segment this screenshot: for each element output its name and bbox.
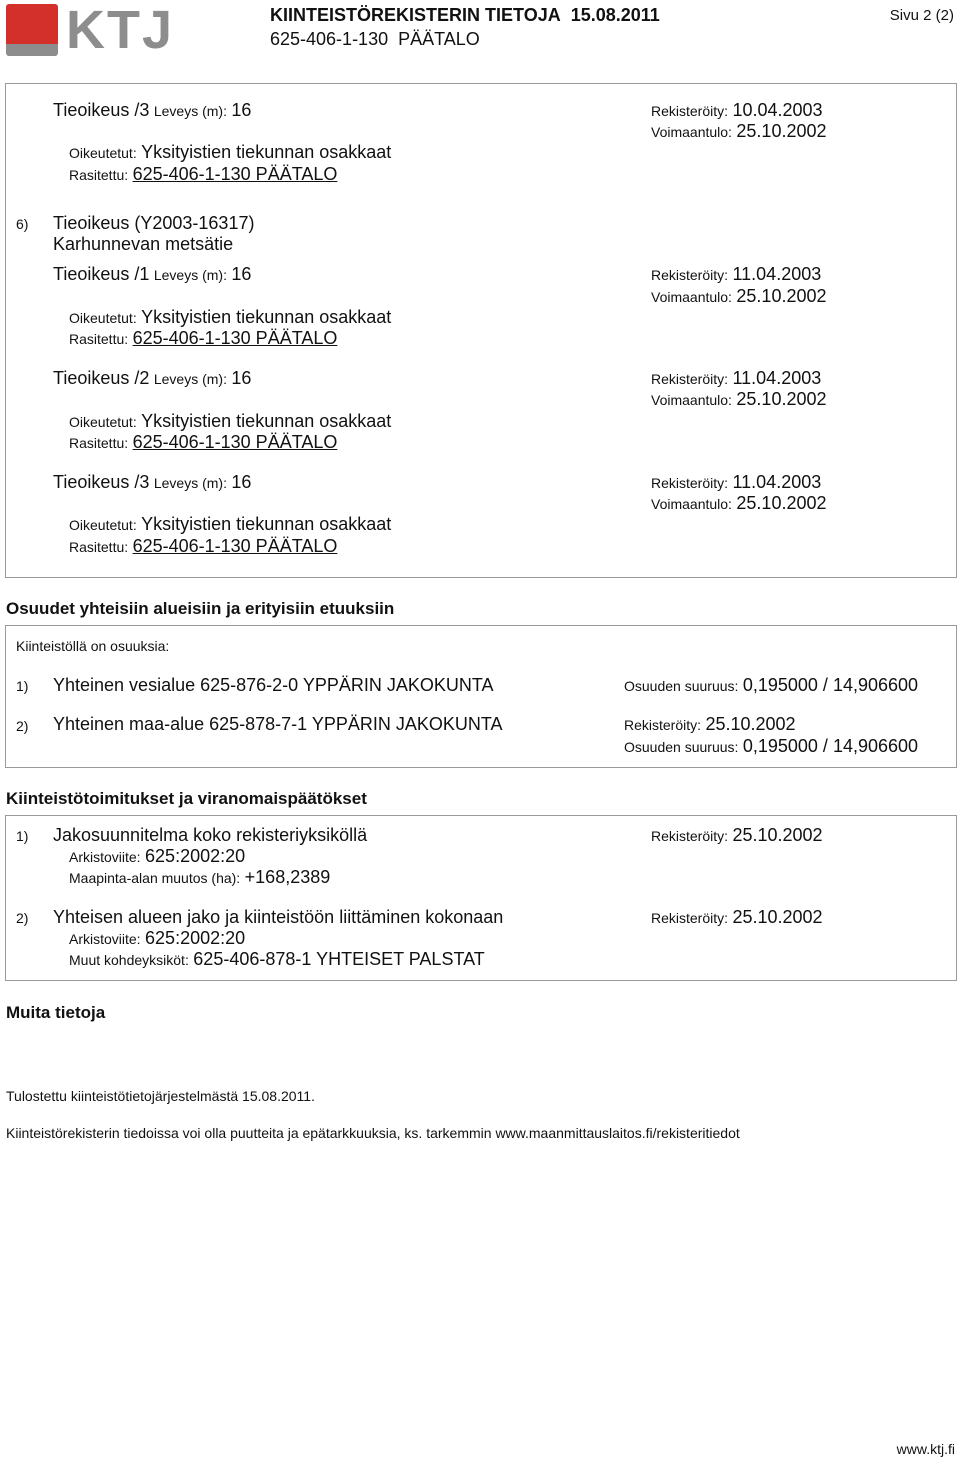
burdened-row bbox=[69, 328, 337, 349]
width-label: Leveys (m): bbox=[153, 103, 227, 119]
other-targets-label: Muut kohdeyksiköt: bbox=[69, 952, 189, 968]
registered-row bbox=[651, 100, 823, 121]
effective-label: Voimaantulo: bbox=[651, 392, 732, 408]
easement-title: Tieoikeus /2 bbox=[53, 368, 150, 388]
burdened-label: Rasitettu: bbox=[69, 435, 129, 451]
disclaimer-note: Kiinteistörekisterin tiedoissa voi olla puutteita ja epätarkkuuksia, ks. tarkemmin www.maanmittauslaitos.fi/rekisteritiedot bbox=[6, 1125, 740, 1141]
share-item-text: Yhteinen maa-alue 625-878-7-1 YPPÄRIN JAKOKUNTA bbox=[53, 714, 503, 734]
land-change-row bbox=[69, 867, 330, 888]
doc-title: KIINTEISTÖREKISTERIN TIETOJA bbox=[270, 5, 561, 25]
beneficiary-value: Yksityistien tiekunnan osakkaat bbox=[141, 514, 392, 534]
registered-label: Rekisteröity: bbox=[624, 717, 702, 733]
burdened-link[interactable]: 625-406-1-130 PÄÄTALO bbox=[132, 164, 338, 184]
beneficiary-value: Yksityistien tiekunnan osakkaat bbox=[141, 307, 392, 327]
easement-row-heading bbox=[53, 264, 251, 285]
share-size-value: 0,195000 / 14,906600 bbox=[742, 736, 919, 756]
width-label: Leveys (m): bbox=[153, 371, 227, 387]
share-size-row bbox=[624, 736, 918, 757]
width-value: 16 bbox=[231, 100, 252, 120]
beneficiary-value: Yksityistien tiekunnan osakkaat bbox=[141, 411, 392, 431]
item-number: 1) bbox=[16, 678, 29, 694]
beneficiary-label: Oikeutetut: bbox=[69, 310, 137, 326]
registered-value: 25.10.2002 bbox=[732, 825, 823, 845]
effective-row bbox=[651, 493, 827, 514]
beneficiary-row bbox=[69, 411, 391, 432]
width-value: 16 bbox=[231, 472, 252, 492]
effective-label: Voimaantulo: bbox=[651, 496, 732, 512]
easement-row-heading bbox=[53, 100, 251, 121]
item-number: 2) bbox=[16, 910, 29, 926]
archive-row bbox=[69, 928, 245, 949]
effective-row bbox=[651, 389, 827, 410]
effective-value: 25.10.2002 bbox=[736, 121, 827, 141]
registered-value: 11.04.2003 bbox=[732, 472, 822, 492]
easement-row-heading bbox=[53, 472, 251, 493]
effective-value: 25.10.2002 bbox=[736, 286, 827, 306]
easement-group-subtitle: Karhunnevan metsätie bbox=[53, 234, 234, 254]
page-number: Sivu 2 (2) bbox=[889, 7, 954, 24]
share-item-text: Yhteinen vesialue 625-876-2-0 YPPÄRIN JAKOKUNTA bbox=[53, 675, 494, 695]
registered-label: Rekisteröity: bbox=[651, 267, 729, 283]
archive-value: 625:2002:20 bbox=[145, 846, 246, 866]
width-value: 16 bbox=[231, 368, 252, 388]
easement-title: Tieoikeus /3 bbox=[53, 100, 150, 120]
registered-row bbox=[651, 825, 823, 846]
burdened-label: Rasitettu: bbox=[69, 539, 129, 555]
registered-value: 11.04.2003 bbox=[732, 368, 822, 388]
other-targets-value: 625-406-878-1 YHTEISET PALSTAT bbox=[193, 949, 485, 969]
burdened-row bbox=[69, 536, 337, 557]
registered-label: Rekisteröity: bbox=[651, 103, 729, 119]
easement-group-title: Tieoikeus (Y2003-16317) bbox=[53, 213, 255, 233]
archive-label: Arkistoviite: bbox=[69, 931, 141, 947]
land-change-value: +168,2389 bbox=[244, 867, 331, 887]
easement-title: Tieoikeus /3 bbox=[53, 472, 150, 492]
item-number: 2) bbox=[16, 718, 29, 734]
share-size-row bbox=[624, 675, 918, 696]
registered-value: 10.04.2003 bbox=[732, 100, 823, 120]
share-size-label: Osuuden suuruus: bbox=[624, 739, 739, 755]
footer-url[interactable]: www.ktj.fi bbox=[896, 1441, 955, 1457]
beneficiary-label: Oikeutetut: bbox=[69, 414, 137, 430]
procedures-heading: Kiinteistötoimitukset ja viranomaispäätökset bbox=[6, 789, 367, 808]
registered-value: 25.10.2002 bbox=[705, 714, 796, 734]
beneficiary-label: Oikeutetut: bbox=[69, 145, 137, 161]
easement-title: Tieoikeus /1 bbox=[53, 264, 150, 284]
burdened-label: Rasitettu: bbox=[69, 331, 129, 347]
shares-intro: Kiinteistöllä on osuuksia: bbox=[16, 638, 170, 654]
burdened-link[interactable]: 625-406-1-130 PÄÄTALO bbox=[132, 328, 338, 348]
registered-label: Rekisteröity: bbox=[651, 910, 729, 926]
registered-value: 11.04.2003 bbox=[732, 264, 822, 284]
registered-value: 25.10.2002 bbox=[732, 907, 823, 927]
effective-value: 25.10.2002 bbox=[736, 389, 827, 409]
burdened-row bbox=[69, 164, 337, 185]
width-label: Leveys (m): bbox=[153, 267, 227, 283]
share-size-label: Osuuden suuruus: bbox=[624, 678, 739, 694]
easement-row-heading bbox=[53, 368, 251, 389]
archive-row bbox=[69, 846, 245, 867]
registered-label: Rekisteröity: bbox=[651, 371, 729, 387]
other-targets-row bbox=[69, 949, 485, 970]
property-id: 625-406-1-130 PÄÄTALO bbox=[270, 29, 480, 49]
burdened-link[interactable]: 625-406-1-130 PÄÄTALO bbox=[132, 536, 338, 556]
beneficiary-value: Yksityistien tiekunnan osakkaat bbox=[141, 142, 392, 162]
registered-row bbox=[651, 368, 821, 389]
procedure-title: Yhteisen alueen jako ja kiinteistöön liittäminen kokonaan bbox=[53, 907, 504, 927]
width-label: Leveys (m): bbox=[153, 475, 227, 491]
share-size-value: 0,195000 / 14,906600 bbox=[742, 675, 919, 695]
beneficiary-row bbox=[69, 514, 391, 535]
registered-row bbox=[624, 714, 796, 735]
item-number: 1) bbox=[16, 828, 29, 844]
registered-row bbox=[651, 907, 823, 928]
width-value: 16 bbox=[231, 264, 252, 284]
doc-date: 15.08.2011 bbox=[570, 5, 660, 25]
burdened-row bbox=[69, 432, 337, 453]
effective-label: Voimaantulo: bbox=[651, 124, 732, 140]
effective-row bbox=[651, 286, 827, 307]
other-info-heading: Muita tietoja bbox=[6, 1003, 106, 1022]
land-change-label: Maapinta-alan muutos (ha): bbox=[69, 870, 241, 886]
registered-row bbox=[651, 472, 821, 493]
registered-label: Rekisteröity: bbox=[651, 828, 729, 844]
item-number: 6) bbox=[16, 216, 29, 232]
registered-row bbox=[651, 264, 821, 285]
shares-heading: Osuudet yhteisiin alueisiin ja erityisiin etuuksiin bbox=[6, 599, 395, 618]
beneficiary-row bbox=[69, 307, 391, 328]
procedure-title: Jakosuunnitelma koko rekisteriyksiköllä bbox=[53, 825, 368, 845]
beneficiary-row bbox=[69, 142, 391, 163]
burdened-link[interactable]: 625-406-1-130 PÄÄTALO bbox=[132, 432, 338, 452]
effective-row bbox=[651, 121, 827, 142]
archive-label: Arkistoviite: bbox=[69, 849, 141, 865]
effective-value: 25.10.2002 bbox=[736, 493, 827, 513]
archive-value: 625:2002:20 bbox=[145, 928, 246, 948]
beneficiary-label: Oikeutetut: bbox=[69, 517, 137, 533]
registered-label: Rekisteröity: bbox=[651, 475, 729, 491]
document-title bbox=[270, 5, 660, 26]
logo-text: KTJ bbox=[66, 0, 175, 60]
burdened-label: Rasitettu: bbox=[69, 167, 129, 183]
printed-note: Tulostettu kiinteistötietojärjestelmästä 15.08.2011. bbox=[6, 1088, 315, 1104]
effective-label: Voimaantulo: bbox=[651, 289, 732, 305]
